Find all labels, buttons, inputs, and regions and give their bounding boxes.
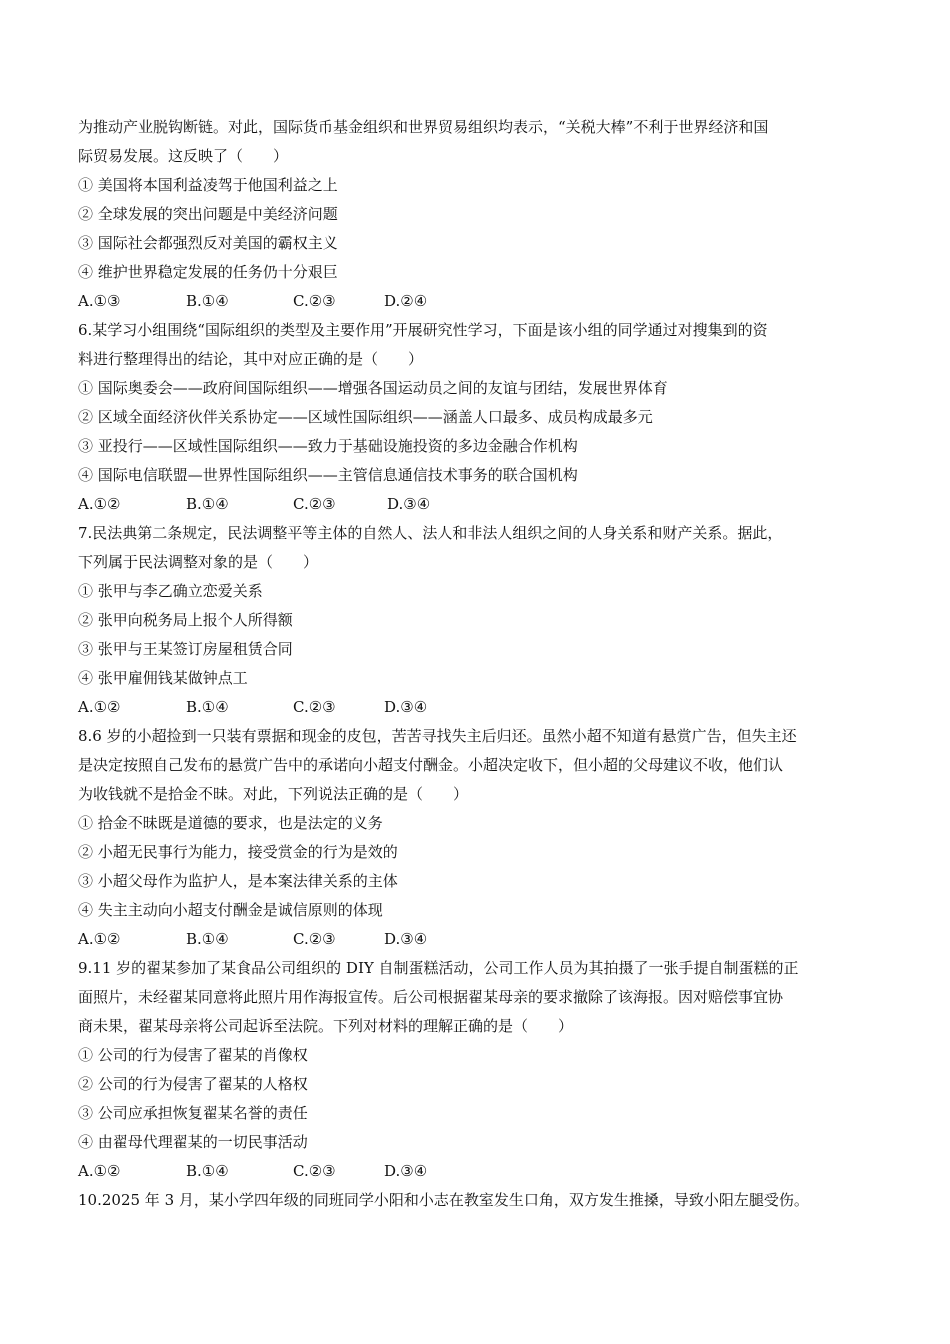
- choice-statement: ③ 亚投行——区域性国际组织——致力于基础设施投资的多边金融合作机构: [78, 437, 578, 455]
- choice-statement: ② 全球发展的突出问题是中美经济问题: [78, 205, 338, 223]
- choice-statement: ④ 失主主动向小超支付酬金是诚信原则的体现: [78, 901, 383, 919]
- choice-statement: ④ 维护世界稳定发展的任务仍十分艰巨: [78, 263, 338, 281]
- option-d: D.②④: [384, 292, 428, 310]
- choice-statement: ② 小超无民事行为能力，接受赏金的行为是效的: [78, 843, 398, 861]
- option-b: B.①④: [186, 292, 229, 310]
- option-a: A.①②: [78, 930, 121, 948]
- choice-statement: ① 拾金不昧既是道德的要求，也是法定的义务: [78, 814, 383, 832]
- answer-options: [78, 1157, 878, 1186]
- text-line: 下列属于民法调整对象的是（ ）: [78, 553, 319, 571]
- text-line: 际贸易发展。这反映了（ ）: [78, 147, 289, 165]
- option-d: D.③④: [387, 495, 431, 513]
- choice-statement: ④ 张甲雇佣钱某做钟点工: [78, 669, 248, 687]
- option-d: D.③④: [384, 930, 428, 948]
- question-6: 6.某学习小组围绕“国际组织的类型及主要作用”开展研究性学习，下面是该小组的同学通过对搜集到的资: [78, 321, 768, 339]
- choice-statement: ① 美国将本国利益凌驾于他国利益之上: [78, 176, 338, 194]
- choice-statement: ④ 由翟母代理翟某的一切民事活动: [78, 1133, 308, 1151]
- choice-statement: ④ 国际电信联盟—世界性国际组织——主管信息通信技术事务的联合国机构: [78, 466, 578, 484]
- choice-statement: ② 区域全面经济伙伴关系协定——区域性国际组织——涵盖人口最多、成员构成最多元: [78, 408, 653, 426]
- option-a: A.①②: [78, 495, 121, 513]
- option-a: A.①②: [78, 698, 121, 716]
- answer-options: [78, 490, 878, 519]
- choice-statement: ① 公司的行为侵害了翟某的肖像权: [78, 1046, 308, 1064]
- option-c: C.②③: [293, 698, 336, 716]
- question-7: 7.民法典第二条规定，民法调整平等主体的自然人、法人和非法人组织之间的人身关系和财产关系。据此，: [78, 524, 783, 542]
- text-line: 面照片，未经翟某同意将此照片用作海报宣传。后公司根据翟某母亲的要求撤除了该海报。因对赔偿事宜协: [78, 988, 784, 1006]
- text-line: 料进行整理得出的结论，其中对应正确的是（ ）: [78, 350, 424, 368]
- choice-statement: ③ 国际社会都强烈反对美国的霸权主义: [78, 234, 338, 252]
- answer-options: [78, 287, 878, 316]
- option-b: B.①④: [186, 1162, 229, 1180]
- question-9: 9.11 岁的翟某参加了某食品公司组织的 DIY 自制蛋糕活动，公司工作人员为其拍摄了一张手提自制蛋糕的正: [78, 959, 799, 977]
- text-line: 商未果，翟某母亲将公司起诉至法院。下列对材料的理解正确的是（ ）: [78, 1017, 574, 1035]
- text-line: 是决定按照自己发布的悬赏广告中的承诺向小超支付酬金。小超决定收下，但小超的父母建议不收，他们认: [78, 756, 784, 774]
- choice-statement: ③ 张甲与王某签订房屋租赁合同: [78, 640, 293, 658]
- choice-statement: ① 张甲与李乙确立恋爱关系: [78, 582, 263, 600]
- question-10: 10.2025 年 3 月，某小学四年级的同班同学小阳和小志在教室发生口角，双方发生推搡，导致小阳左腿受伤。: [78, 1191, 809, 1209]
- choice-statement: ③ 公司应承担恢复翟某名誉的责任: [78, 1104, 308, 1122]
- option-a: A.①②: [78, 1162, 121, 1180]
- answer-options: [78, 925, 878, 954]
- option-c: C.②③: [293, 930, 336, 948]
- choice-statement: ② 张甲向税务局上报个人所得额: [78, 611, 293, 629]
- option-d: D.③④: [384, 1162, 428, 1180]
- option-c: C.②③: [293, 495, 336, 513]
- choice-statement: ② 公司的行为侵害了翟某的人格权: [78, 1075, 308, 1093]
- option-b: B.①④: [186, 698, 229, 716]
- question-8: 8.6 岁的小超捡到一只装有票据和现金的皮包，苦苦寻找失主后归还。虽然小超不知道有悬赏广告，但失主还: [78, 727, 797, 745]
- choice-statement: ① 国际奥委会——政府间国际组织——增强各国运动员之间的友谊与团结，发展世界体育: [78, 379, 668, 397]
- option-c: C.②③: [293, 292, 336, 310]
- choice-statement: ③ 小超父母作为监护人，是本案法律关系的主体: [78, 872, 398, 890]
- exam-page: [78, 113, 878, 1215]
- option-c: C.②③: [293, 1162, 336, 1180]
- option-b: B.①④: [186, 930, 229, 948]
- text-line: 为推动产业脱钩断链。对此，国际货币基金组织和世界贸易组织均表示，“关税大棒”不利于世界经济和国: [78, 118, 769, 136]
- option-a: A.①③: [78, 292, 121, 310]
- option-b: B.①④: [186, 495, 229, 513]
- answer-options: [78, 693, 878, 722]
- text-line: 为收钱就不是拾金不昧。对此，下列说法正确的是（ ）: [78, 785, 469, 803]
- option-d: D.③④: [384, 698, 428, 716]
